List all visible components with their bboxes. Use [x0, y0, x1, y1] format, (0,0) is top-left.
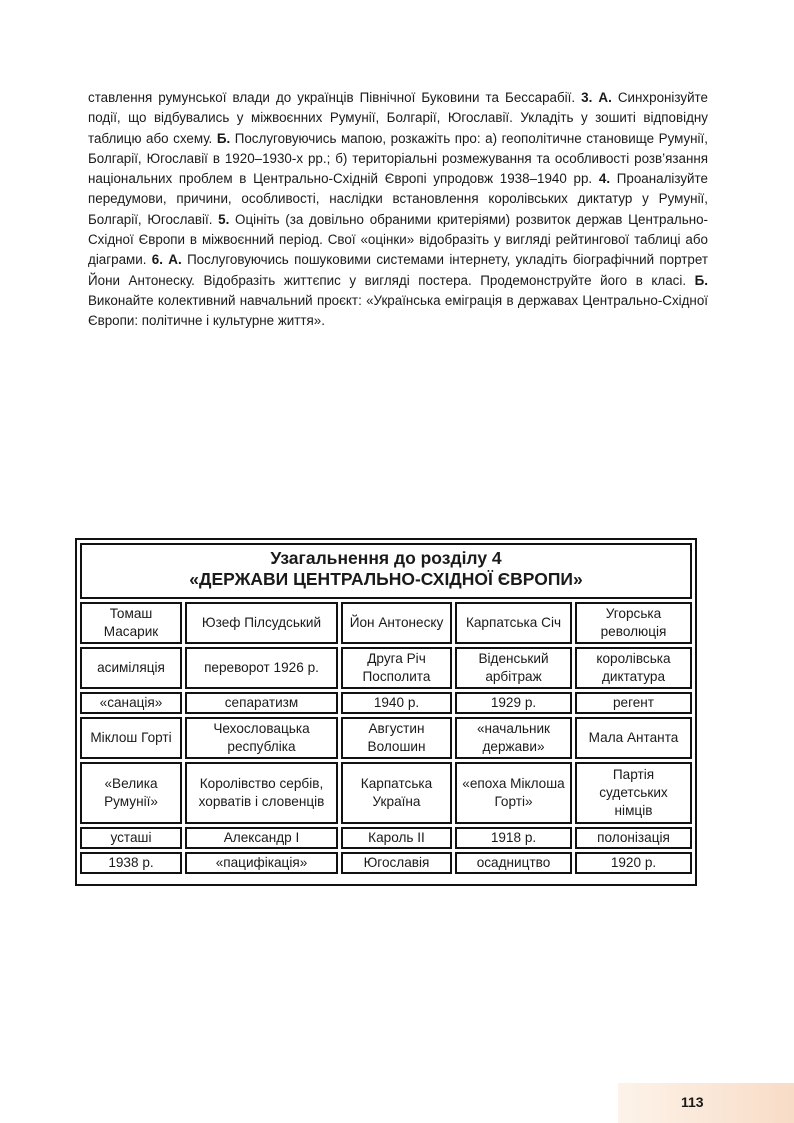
- grid-cell: асиміляція: [80, 647, 182, 689]
- grid-row: [80, 852, 692, 874]
- grid-cell: «Велика Румунії»: [80, 762, 182, 824]
- grid-cell: Кароль ІІ: [341, 827, 452, 849]
- page-number-tab: [618, 1083, 794, 1123]
- task-3-number: 3. А.: [581, 90, 612, 105]
- grid-cell: Королівство сербів, хорватів і словенців: [185, 762, 338, 824]
- grid-cell: Югославія: [341, 852, 452, 874]
- task-3-b-label: Б.: [216, 130, 231, 146]
- grid-cell: 1938 р.: [80, 852, 182, 874]
- grid-cell: «епоха Міклоша Горті»: [455, 762, 572, 824]
- task-3-b: Послуговуючись мапою, розкажіть про: а) геополітичне становище Румунії, Болгарії, Югославії в 1920–1930-х рр.; б) територіальні розмежування та особливості розв’язання національних проблем в Центрально-Східній Європі упродовж 1938–1940 рр.: [88, 130, 708, 187]
- grid-row: [80, 827, 692, 849]
- grid-cell: Чехословацька республіка: [185, 717, 338, 759]
- grid-cell: Партія судетських німців: [575, 762, 692, 824]
- grid-cell: осадництво: [455, 852, 572, 874]
- page-number: 113: [681, 1094, 704, 1110]
- grid-cell: Віденський арбітраж: [455, 647, 572, 689]
- grid-cell: Друга Річ Посполита: [341, 647, 452, 689]
- grid-cell: Мала Антанта: [575, 717, 692, 759]
- grid-cell: усташі: [80, 827, 182, 849]
- summary-title: [80, 543, 692, 599]
- summary-title-line-1: Узагальнення до розділу 4: [270, 548, 502, 568]
- grid-cell: полонізація: [575, 827, 692, 849]
- grid-cell: Карпатська Україна: [341, 762, 452, 824]
- task-5: Оцініть (за довільно обраними критеріями) розвиток держав Центрально-Східної Європи в міжвоєнний період. Свої «оцінки» відобразіть у вигляді рейтингової таблиці або діаграми.: [88, 211, 708, 268]
- body-text: [88, 88, 708, 332]
- grid-row: [80, 602, 692, 644]
- grid-cell: регент: [575, 692, 692, 714]
- grid-cell: Августин Волошин: [341, 717, 452, 759]
- grid-row: [80, 717, 692, 759]
- task-5-number: 5.: [218, 211, 230, 227]
- grid-cell: 1920 р.: [575, 852, 692, 874]
- summary-grid: [77, 599, 695, 877]
- grid-row: [80, 692, 692, 714]
- grid-row: [80, 647, 692, 689]
- summary-title-line-2: «ДЕРЖАВИ ЦЕНТРАЛЬНО-СХІДНОЇ ЄВРОПИ»: [189, 569, 583, 589]
- grid-cell: 1929 р.: [455, 692, 572, 714]
- grid-cell: Юзеф Пілсудський: [185, 602, 338, 644]
- grid-cell: Міклош Горті: [80, 717, 182, 759]
- task-6-b-label: Б.: [694, 272, 708, 288]
- grid-cell: королівська диктатура: [575, 647, 692, 689]
- grid-cell: «пацифікація»: [185, 852, 338, 874]
- grid-cell: Александр І: [185, 827, 338, 849]
- grid-row: [80, 762, 692, 824]
- task-6-a: Послуговуючись пошуковими системами інтернету, укладіть біографічний портрет Йони Антонеску. Відобразіть життєпис у вигляді постера. Продемонструйте його в класі.: [88, 252, 708, 288]
- grid-cell: 1918 р.: [455, 827, 572, 849]
- grid-cell: 1940 р.: [341, 692, 452, 714]
- task-6-number: 6. А.: [151, 252, 182, 268]
- summary-box: [75, 538, 697, 886]
- grid-cell: переворот 1926 р.: [185, 647, 338, 689]
- task-4-number: 4.: [598, 171, 611, 187]
- task-6-b: Виконайте колективний навчальний проєкт: «Українська еміграція в державах Центрально-Східної Європи: політичне і культурне життя».: [88, 292, 708, 329]
- grid-cell: Йон Антонеску: [341, 602, 452, 644]
- paragraph-continuation: ставлення румунської влади до українців Північної Буковини та Бессарабії.: [88, 90, 576, 105]
- grid-cell: «санація»: [80, 692, 182, 714]
- grid-cell: сепаратизм: [185, 692, 338, 714]
- task-4: Проаналізуйте передумови, причини, особливості, наслідки встановлення королівських диктатур у Румунії, Болгарії, Югославії.: [88, 171, 708, 227]
- task-3-a: Синхронізуйте події, що відбувались у міжвоєнних Румунії, Болгарії, Югославії. Укладіть у зошиті відповідну таблицю або схему.: [88, 90, 708, 146]
- grid-cell: Карпатська Січ: [455, 602, 572, 644]
- grid-cell: Томаш Масарик: [80, 602, 182, 644]
- grid-cell: «начальник держави»: [455, 717, 572, 759]
- grid-cell: Угорська революція: [575, 602, 692, 644]
